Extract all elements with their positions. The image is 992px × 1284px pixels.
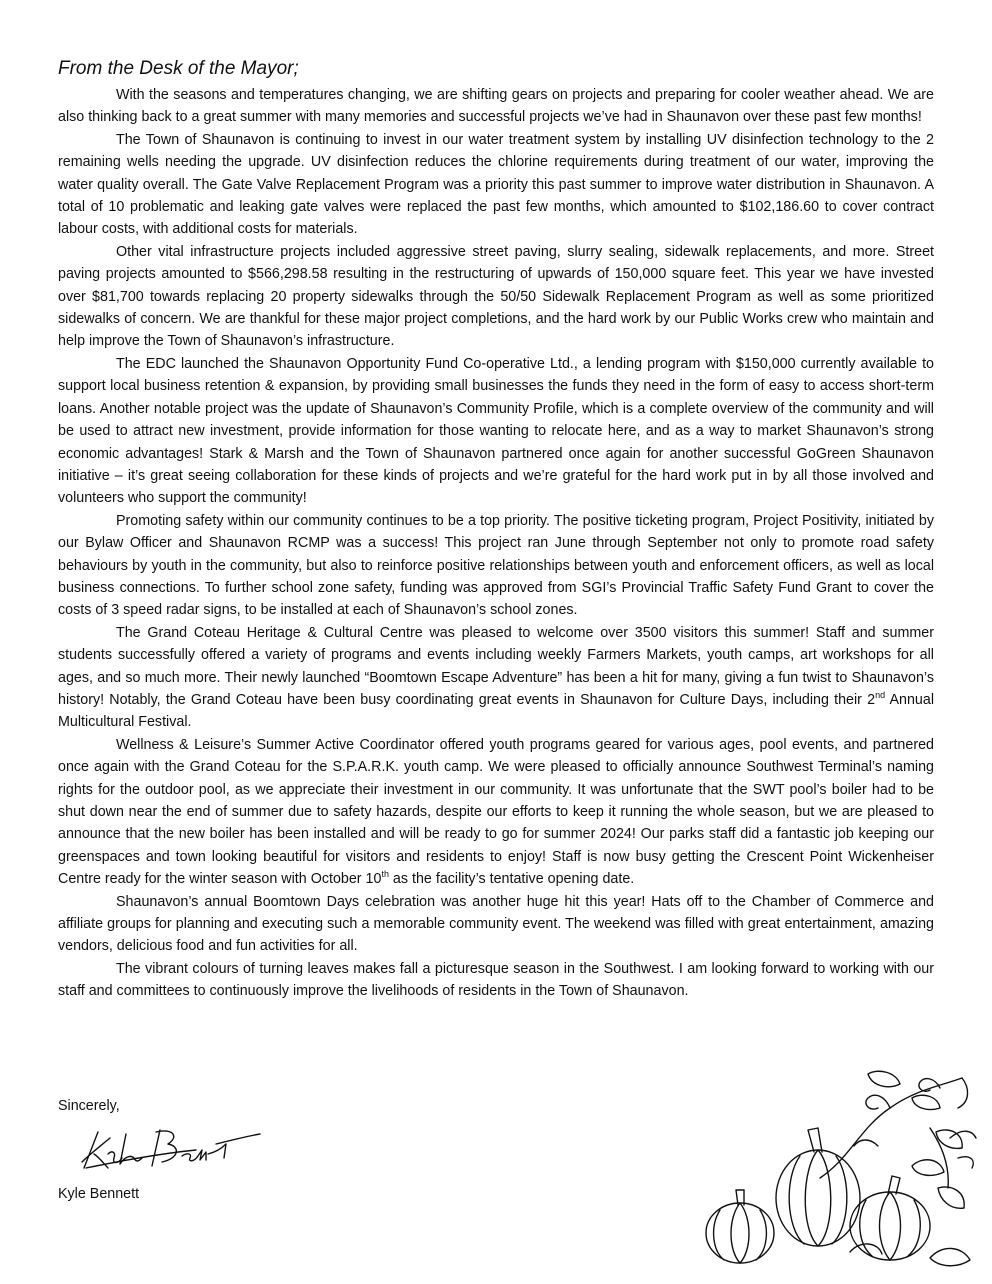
paragraph-6-text-end: Annual Multicultural Festival. (58, 691, 934, 731)
paragraph-6 (58, 622, 934, 734)
paragraph-6-text: The Grand Coteau Heritage & Cultural Centre was pleased to welcome over 3500 visitors this summer! Staff and summer students successfully offered a variety of programs and events including weekly Farmers Markets, youth camps, art workshops for all ages, and so much more. Their newly launched “Boomtown Escape Adventure” has been a hit for many, giving a fun twist to Shaunavon’s history! Notably, the Grand Coteau have been busy coordinating great events in Shaunavon for Culture Days, including their 2 (58, 624, 934, 708)
paragraph-9: The vibrant colours of turning leaves makes fall a picturesque season in the Southwest. I am looking forward to working with our staff and committees to continuously improve the livelihoods of residents in the Town of Shaunavon. (58, 960, 934, 1000)
paragraph-2: The Town of Shaunavon is continuing to invest in our water treatment system by installing UV disinfection technology to the 2 remaining wells needing the upgrade. UV disinfection reduces the chlorine requirements during treatment of our water, improving the water quality overall. The Gate Valve Replacement Program was a priority this past summer to improve water distribution in Shaunavon. A total of 10 problematic and leaking gate valves were replaced the past few months, which amounted to $102,186.60 to cover contract labour costs, with additional costs for materials. (58, 131, 934, 238)
handwritten-signature (76, 1124, 266, 1179)
paragraph-7 (58, 734, 934, 891)
letter-heading: From the Desk of the Mayor; (58, 58, 299, 79)
paragraph-1: With the seasons and temperatures changing, we are shifting gears on projects and preparing for cooler weather ahead. We are also thinking back to a great summer with many memories and successful projects we’ve had in Shaunavon over these past few months! (58, 87, 934, 126)
ordinal-suffix: th (381, 869, 389, 880)
mayor-letter (58, 58, 934, 1003)
ordinal-suffix: nd (875, 690, 886, 701)
closing-salutation: Sincerely, (58, 1098, 120, 1114)
signer-name: Kyle Bennett (58, 1186, 140, 1202)
pumpkins-and-vines-icon (700, 1068, 980, 1278)
paragraph-7-text: Wellness & Leisure’s Summer Active Coordinator offered youth programs geared for various ages, pool events, and partnered once again with the Grand Coteau for the S.P.A.R.K. youth camp. We were pleased to officially announce Southwest Terminal’s naming rights for the outdoor pool, as we appreciate their investment in our community. It was unfortunate that the SWT pool’s boiler had to be shut down near the end of summer due to safety hazards, despite our efforts to keep it running the whole season, but we are pleased to announce that the new boiler has been installed and will be ready to go for summer 2024! Our parks staff did a fantastic job keeping our greenspaces and town looking beautiful for visitors and residents to enjoy! Staff is now busy getting the Crescent Point Wickenheiser Centre ready for the winter season with October 10 (58, 736, 934, 888)
paragraph-4: The EDC launched the Shaunavon Opportunity Fund Co-operative Ltd., a lending program with $150,000 currently available to support local business retention & expansion, by providing small businesses the funds they need in the form of easy to access short-term loans. Another notable project was the update of Shaunavon’s Community Profile, which is a complete overview of the community and will be used to attract new investment, provide information for those wanting to relocate here, and as a way to market Shaunavon’s strong economic advantages! Stark & Marsh and the Town of Shaunavon partnered once again for another successful GoGreen Shaunavon initiative – it’s great seeing collaboration for these kinds of projects and we’re grateful for the hard work put in by all those involved and volunteers who support the community! (58, 355, 934, 507)
paragraph-7-text-end: as the facility’s tentative opening date. (388, 871, 635, 888)
paragraph-3: Other vital infrastructure projects included aggressive street paving, slurry sealing, sidewalk replacements, and more. Street paving projects amounted to $566,298.58 resulting in the restructuring of upwards of 150,000 square feet. This year we have invested over $81,700 towards replacing 20 property sidewalks through the 50/50 Sidewalk Replacement Program as well as some prioritized sidewalks of concern. We are thankful for these major project completions, and the hard work by our Public Works crew who maintain and help improve the Town of Shaunavon’s infrastructure. (58, 243, 934, 350)
paragraph-8: Shaunavon’s annual Boomtown Days celebration was another huge hit this year! Hats off to the Chamber of Commerce and affiliate groups for planning and executing such a memorable community event. The weekend was filled with great entertainment, amazing vendors, delicious food and fun activities for all. (58, 893, 934, 955)
paragraph-5: Promoting safety within our community continues to be a top priority. The positive ticketing program, Project Positivity, initiated by our Bylaw Officer and Shaunavon RCMP was a success! This project ran June through September not only to promote road safety behaviours by youth in the community, but also to reinforce positive relationships between youth and enforcement officers, as well as local business connections. To further school zone safety, funding was approved from SGI’s Provincial Traffic Safety Fund Grant to cover the costs of 3 speed radar signs, to be installed at each of Shaunavon’s school zones. (58, 512, 934, 619)
